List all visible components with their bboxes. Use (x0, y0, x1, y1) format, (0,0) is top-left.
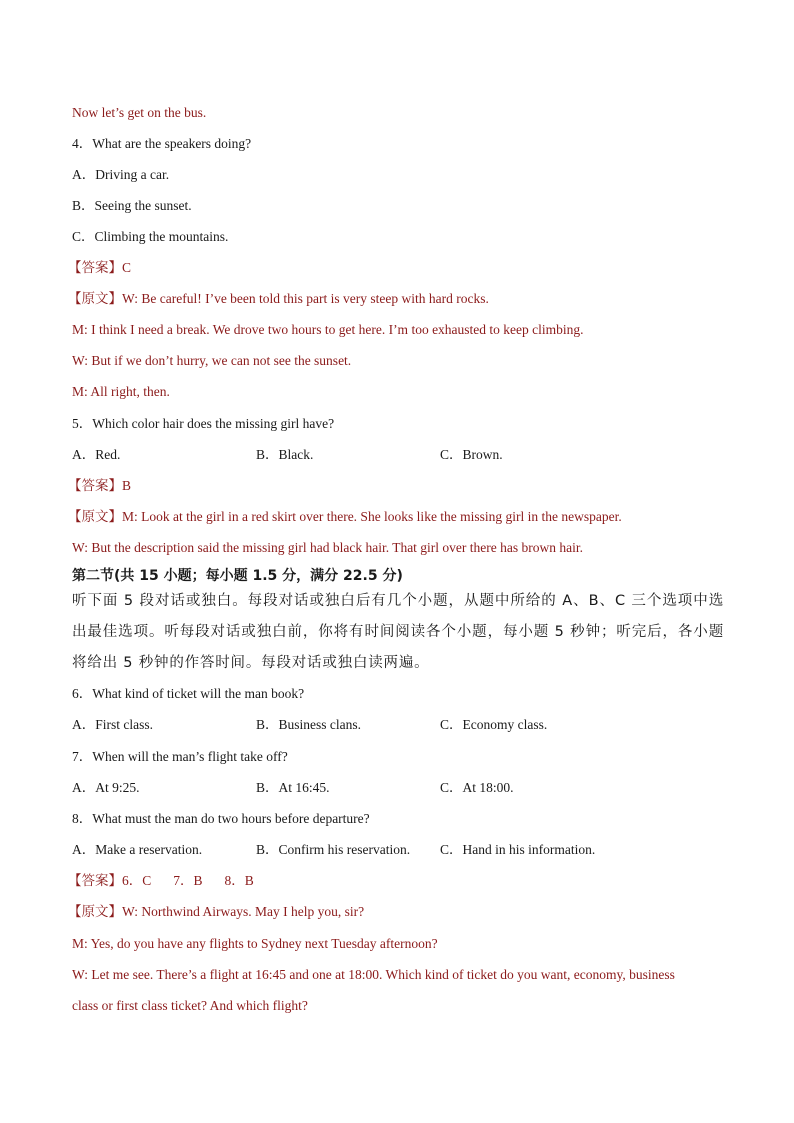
q5-transcript-line-2: W: But the description said the missing girl had black hair. That girl over there has brown hair. (72, 540, 584, 555)
transcript-6-8-line-1 (68, 903, 364, 921)
q7-option-c: C．At 18:00. (440, 780, 514, 795)
answer-8: 8．B (224, 873, 254, 888)
answer-tag: 【答案】 (68, 260, 122, 275)
q5-option-b: B．Black. (256, 447, 314, 462)
q8-option-c: C．Hand in his information. (440, 842, 596, 857)
q6-option-c: C．Economy class. (440, 717, 548, 732)
question-7: 7．When will the man’s flight take off? (72, 749, 288, 764)
answer-value: B (122, 478, 132, 493)
q6-option-b: B．Business clans. (256, 717, 362, 732)
q5-transcript-line-1 (68, 508, 622, 526)
q7-option-b: B．At 16:45. (256, 780, 330, 795)
answer-tag: 【答案】 (68, 478, 122, 493)
original-tag: 【原文】 (68, 291, 122, 306)
original-tag: 【原文】 (68, 904, 122, 919)
q4-option-a: A．Driving a car. (72, 167, 170, 182)
q4-transcript-line-4: M: All right, then. (72, 384, 170, 399)
section-instructions: 听下面 5 段对话或独白。每段对话或独白后有几个小题，从题中所给的 A、B、C 三个选项中选出最佳选项。听每段对话或独白前，你将有时间阅读各个小题，每小题 5 秒钟；听完后，各小题将给出 5 秒钟的作答时间。每段对话或独白读两遍。 (72, 593, 724, 671)
q4-option-b: B．Seeing the sunset. (72, 198, 192, 213)
transcript-line: Now let’s get on the bus. (72, 105, 207, 120)
original-tag: 【原文】 (68, 509, 122, 524)
answer-7: 7．B (173, 873, 203, 888)
q6-option-a: A．First class. (72, 717, 153, 732)
question-6: 6．What kind of ticket will the man book? (72, 686, 305, 701)
transcript-6-8-line-4: class or first class ticket? And which flight? (72, 998, 308, 1013)
q4-transcript-line-1 (68, 290, 489, 308)
question-4: 4．What are the speakers doing? (72, 136, 252, 151)
q8-option-a: A．Make a reservation. (72, 842, 203, 857)
question-5: 5．Which color hair does the missing girl have? (72, 416, 335, 431)
answer-tag: 【答案】 (68, 873, 122, 888)
answer-value: C (122, 260, 132, 275)
transcript-text: W: Northwind Airways. May I help you, sir? (122, 904, 365, 919)
q4-transcript-line-2: M: I think I need a break. We drove two hours to get here. I’m too exhausted to keep climbing. (72, 322, 584, 337)
q8-option-b: B．Confirm his reservation. (256, 842, 411, 857)
question-8: 8．What must the man do two hours before departure? (72, 811, 370, 826)
q4-answer (68, 259, 131, 277)
q5-answer (68, 477, 131, 495)
section-heading: 第二节(共 15 小题；每小题 1.5 分，满分 22.5 分) (72, 568, 403, 584)
transcript-text: M: Look at the girl in a red skirt over there. She looks like the missing girl in the newspaper. (122, 509, 622, 524)
answers-6-8 (68, 872, 254, 890)
q5-option-c: C．Brown. (440, 447, 503, 462)
transcript-6-8-line-3: W: Let me see. There’s a flight at 16:45 and one at 18:00. Which kind of ticket do you want, economy, business (72, 967, 675, 982)
q4-option-c: C．Climbing the mountains. (72, 229, 229, 244)
transcript-6-8-line-2: M: Yes, do you have any flights to Sydney next Tuesday afternoon? (72, 936, 438, 951)
answer-6: 6．C (122, 873, 152, 888)
q5-option-a: A．Red. (72, 447, 121, 462)
transcript-text: W: Be careful! I’ve been told this part is very steep with hard rocks. (122, 291, 489, 306)
q4-transcript-line-3: W: But if we don’t hurry, we can not see the sunset. (72, 353, 352, 368)
q7-option-a: A．At 9:25. (72, 780, 140, 795)
